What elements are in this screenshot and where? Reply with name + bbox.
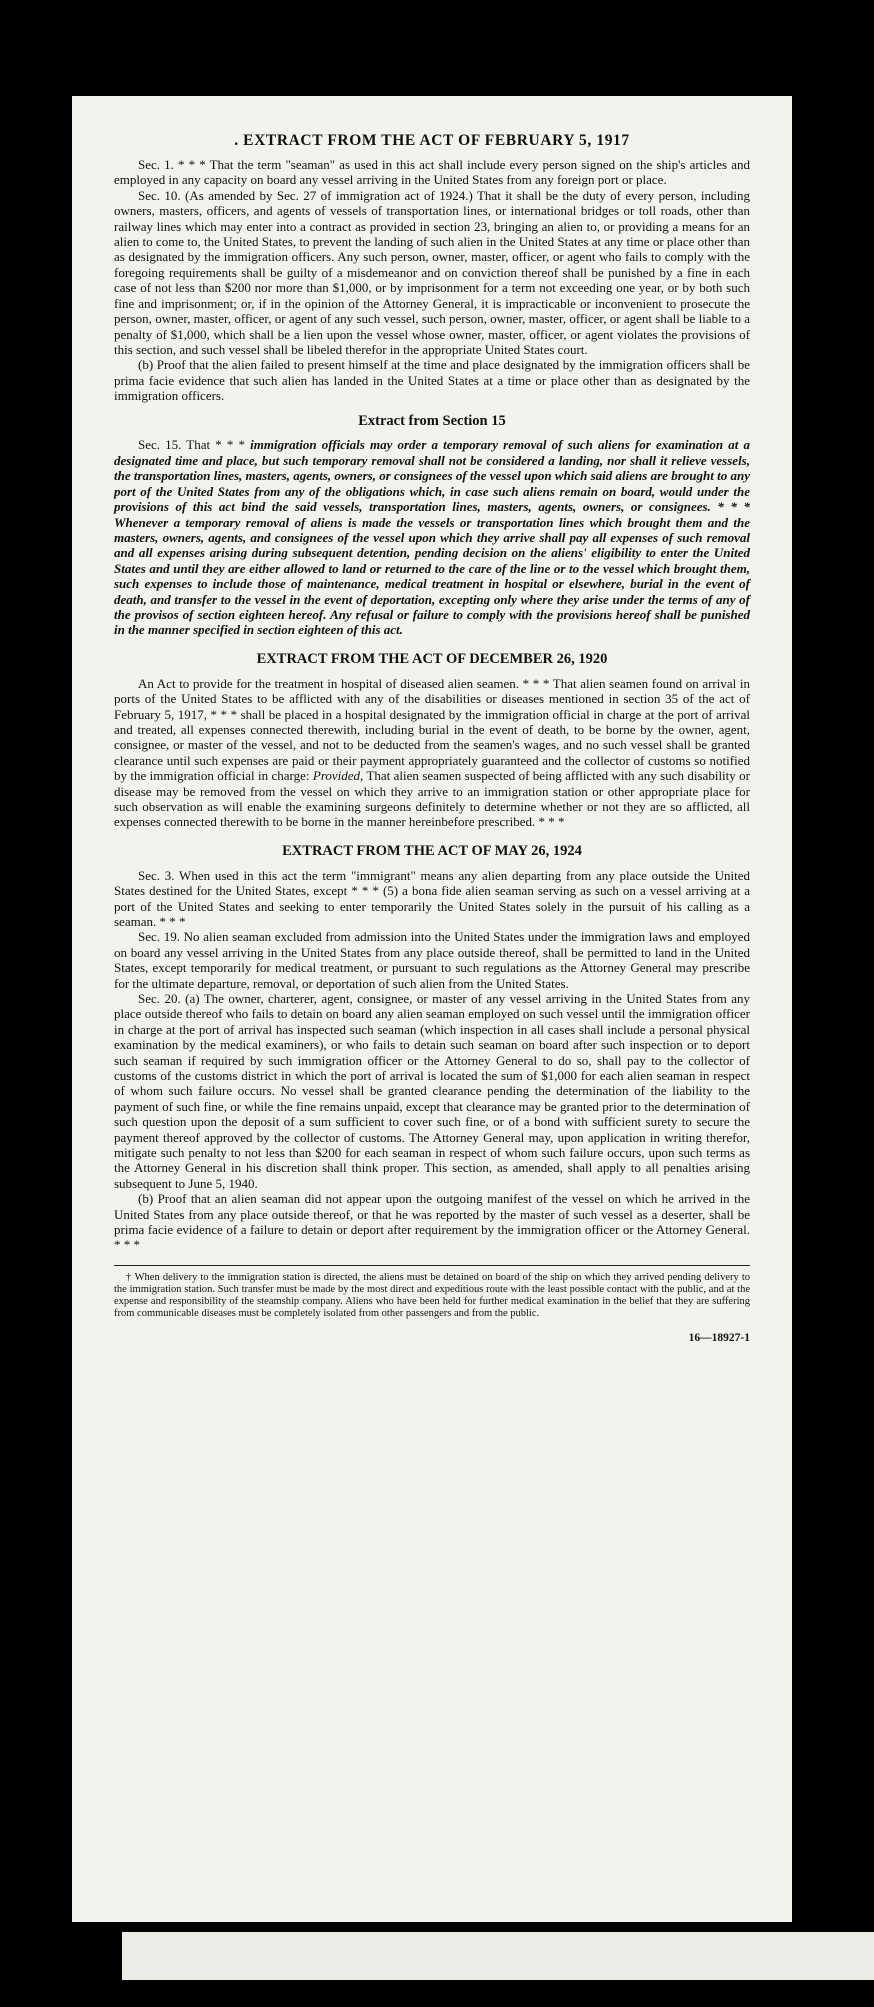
section-19-1924: Sec. 19. No alien seaman excluded from admission into the United States under the immigration laws and employed on board any vessel arriving in the United States from any place outside thereof, shall be permitted to land in the United States, except temporarily for medical treatment, or pursuant to such regulations as the Attorney General may prescribe for the ultimate departure, removal, or deportation of such alien from the United States. [114, 929, 750, 991]
document-page [72, 96, 792, 1922]
act-1920-proviso: Provided, [312, 768, 364, 784]
footnote-divider [114, 1265, 750, 1266]
section-20a-1924: Sec. 20. (a) The owner, charterer, agent, consignee, or master of any vessel arriving in the United States from any place outside thereof who fails to detain on board any alien seaman employed on such vessel until the immigration officer in charge at the port of arrival has inspected such seaman (which inspection in all cases shall include a personal physical examination by the medical examiners), or who fails to detain such seaman on board after such inspection or to deport such seaman if required by such immigration officer or the Attorney General to do so, shall pay to the collector of customs of the customs district in which the port of arrival is located the sum of $1,000 for each alien seaman in respect of whom such failure occurs. No vessel shall be granted clearance pending the determination of the liability to the payment of such fine, or while the fine remains unpaid, except that clearance may be granted prior to the determination of such question upon the deposit of a sum sufficient to cover such fine, or of a bond with sufficient surety to secure the payment thereof approved by the collector of customs. The Attorney General may, upon application in writing therefor, mitigate such penalty to not less than $200 for each seaman in respect of whom such failure occurs, upon such terms as the Attorney General in his discretion shall think proper. This section, as amended, shall apply to all penalties arising subsequent to June 5, 1940. [114, 990, 750, 1191]
heading-section-15: Extract from Section 15 [358, 412, 506, 429]
section-15-italic-text: immigration officials may order a temporary removal of such aliens for examination at a designated time and place, but such temporary removal shall not be considered a landing, nor shall it relieve vessels, the transportation lines, masters, agents, owners, or consignees of the vessel upon which said aliens are brought to any port of the United States from any of the obligations which, in case such aliens remain on board, would under the provisions of this act bind the said vessels, transportation lines, masters, agents, owners, or consignees. * * * Whenever a temporary removal of aliens is made the vessels or transportation lines which brought them and the masters, owners, agents, and consignees of the vessel upon which they arrive shall pay all expenses of such removal and all expenses arising during subsequent detention, pending decision on the aliens' eligibility to enter the United States and until they are either allowed to land or returned to the care of the line or to the vessel which brought them, such expenses to include those of maintenance, medical treatment in hospital or elsewhere, burial in the event of death, and transfer to the vessel in the event of deportation, excepting only where they arise under the terms of any of the provisos of section eighteen hereof. Any refusal or failure to comply with the provisions hereof shall be punished in the manner specified in section eighteen of this act. [114, 437, 751, 638]
section-3-1924: Sec. 3. When used in this act the term "immigrant" means any alien departing from any place outside the United States destined for the United States, except * * * (5) a bona fide alien seaman serving as such on a vessel arriving at a port of the United States and seeking to enter temporarily the United States solely in the pursuit of his calling as a seaman. * * * [114, 867, 750, 929]
heading-act-1920: EXTRACT FROM THE ACT OF DECEMBER 26, 1920 [256, 650, 608, 667]
act-1920-text [114, 676, 750, 830]
act-1920-body: An Act to provide for the treatment in hospital of diseased alien seamen. * * * That alien seamen found on arrival in ports of the United States to be afflicted with any of the disabilities or diseases mentioned in section 35 of the act of February 5, 1917, * * * shall be placed in a hospital designated by the immigration official in charge at the port of arrival and treated, all expenses connected therewith, including burial in the event of death, to be borne by the owner, agent, consignee, or master of the vessel, and not to be deducted from the seamen's wages, and no such vessel shall be granted clearance until such expenses are paid or their payment appropriately guaranteed and the collector of customs so notified by the immigration official in charge: [114, 675, 750, 784]
section-15-1917 [114, 437, 750, 637]
heading-act-1917: . EXTRACT FROM THE ACT OF FEBRUARY 5, 1917 [234, 132, 630, 149]
act-1920-tail: That alien seamen suspected of being afflicted with any such disability or disease may be removed from the vessel on which they arrive to an immigration station or other appropriate place for such observation as will enable the examining surgeons definitely to determine whether or not they are so afflicted, all expenses connected therewith to be borne in the manner hereinbefore prescribed. * * * [114, 768, 750, 830]
print-code: 16—18927-1 [688, 1331, 750, 1344]
section-10-1917: Sec. 10. (As amended by Sec. 27 of immigration act of 1924.) That it shall be the duty of every person, including owners, masters, officers, and agents of vessels of transportation lines, or international bridges or toll roads, other than railway lines which may enter into a contract as provided in section 23, bringing an alien to, or providing a means for an alien to come to, the United States, to prevent the landing of such alien in the United States at any time or place other than as designated by the immigration officers. Any such person, owner, master, officer, or agent who fails to comply with the foregoing requirements shall be guilty of a misdemeanor and on conviction thereof shall be punished by a fine in each case of not less than $200 nor more than $1,000, or by imprisonment for a term not exceeding one year, or by both such fine and imprisonment; or, if in the opinion of the Attorney General, it is impracticable or inconvenient to prosecute the person, owner, master, officer, or agent of any such vessel, such person, owner, master, officer, or agent shall be liable to a penalty of $1,000, which shall be a lien upon the vessel whose owner, master, officer, or agent violates the provisions of this section, and such vessel shall be libeled therefor in the appropriate United States court. [114, 187, 750, 357]
section-1-1917: Sec. 1. * * * That the term "seaman" as used in this act shall include every person signed on the ship's articles and employed in any capacity on board any vessel arriving in the United States from any foreign port or place. [114, 157, 750, 188]
section-10b-1917: (b) Proof that the alien failed to present himself at the time and place designated by the immigration officers shall be prima facie evidence that such alien has landed in the United States at a time or place other than as designated by the immigration officers. [114, 357, 750, 404]
footnote: † When delivery to the immigration station is directed, the aliens must be detained on board of the ship on which they arrived pending delivery to the immigration station. Such transfer must be made by the most direct and expeditious route with the least possible contact with the public, and at the expense and responsibility of the steamship company. Aliens who have been held for further medical examination in the belief that they are suffering from communicable diseases must be completely isolated from other passengers and from the public. [114, 1271, 750, 1320]
background-strip [122, 1932, 874, 1980]
section-20b-1924: (b) Proof that an alien seaman did not appear upon the outgoing manifest of the vessel on which he arrived in the United States from any place outside thereof, or that he was reported by the master of such vessel as a deserter, shall be prima facie evidence of a failure to detain or deport after requirement by the immigration officer or the Attorney General. * * * [114, 1191, 750, 1253]
section-15-prefix: Sec. 15. That * * * [138, 437, 251, 453]
heading-act-1924: EXTRACT FROM THE ACT OF MAY 26, 1924 [282, 842, 582, 859]
